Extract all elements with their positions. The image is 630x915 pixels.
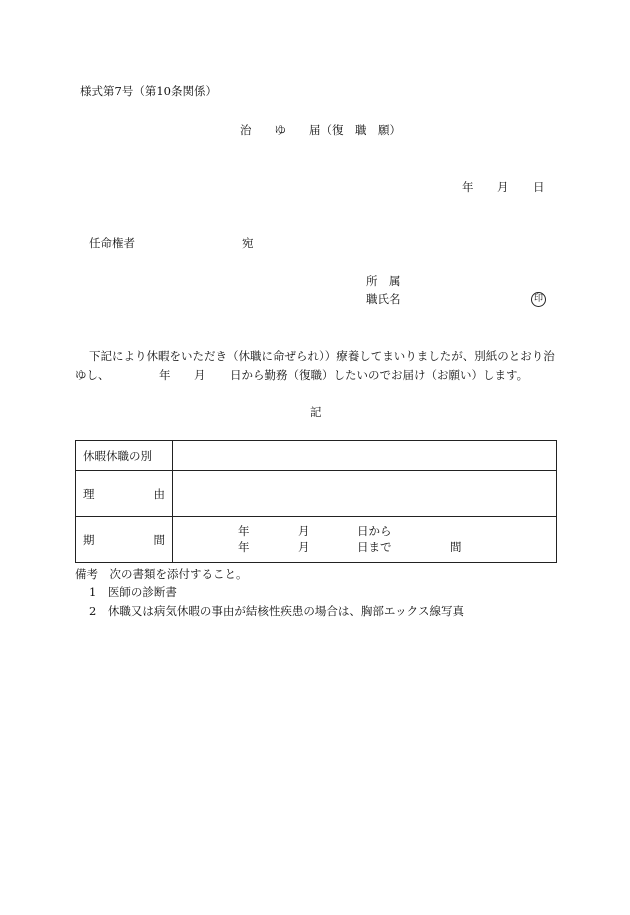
notes-heading: 備考 次の書類を添付すること。 — [75, 567, 248, 581]
period-to-year: 年 — [238, 540, 250, 554]
document-title: 治 ゆ 届（復 職 願） — [240, 123, 401, 137]
leave-type-label: 休暇休職の別 — [76, 441, 173, 471]
notes-item-1: 1 医師の診断書 — [89, 585, 177, 599]
reason-label: 理 由 — [83, 486, 165, 501]
table-row-reason — [76, 471, 557, 517]
body-line-2-month: 月 — [194, 368, 206, 382]
period-to-day: 日まで — [357, 540, 392, 554]
body-line-1: 下記により休暇をいただき（休職に命ぜられ））療養してまいりましたが、別紙のとおり治 — [89, 349, 555, 363]
date-year: 年 — [462, 180, 474, 194]
period-label: 期 間 — [83, 532, 165, 547]
body-line-2-year: 年 — [159, 368, 171, 382]
period-from-day: 日から — [357, 524, 392, 538]
period-from-month: 月 — [298, 524, 310, 538]
addressee-suffix: 宛 — [242, 236, 254, 250]
details-table — [75, 440, 557, 563]
notes-item-2: 2 休職又は病気休暇の事由が結核性疾患の場合は、胸部エックス線写真 — [89, 604, 464, 618]
affiliation-label: 所 属 — [366, 274, 401, 288]
period-from-year: 年 — [238, 524, 250, 538]
form-number: 様式第7号（第10条関係） — [80, 84, 217, 98]
seal-icon: 印 — [531, 292, 546, 307]
addressee-label: 任命権者 — [89, 236, 135, 250]
reason-field[interactable] — [173, 471, 557, 517]
ki-label: 記 — [310, 405, 322, 419]
body-line-2-start: ゆし、 — [75, 368, 110, 382]
name-label: 職氏名 — [366, 292, 401, 306]
body-line-2-rest: 日から勤務（復職）したいのでお届け（お願い）します。 — [230, 368, 529, 382]
table-row-period — [76, 517, 557, 563]
date-month: 月 — [497, 180, 509, 194]
leave-type-field[interactable] — [173, 441, 557, 471]
table-row-leave-type — [76, 441, 557, 471]
date-day: 日 — [533, 180, 545, 194]
period-to-month: 月 — [298, 540, 310, 554]
period-field[interactable] — [173, 517, 557, 563]
period-duration: 間 — [450, 540, 462, 554]
